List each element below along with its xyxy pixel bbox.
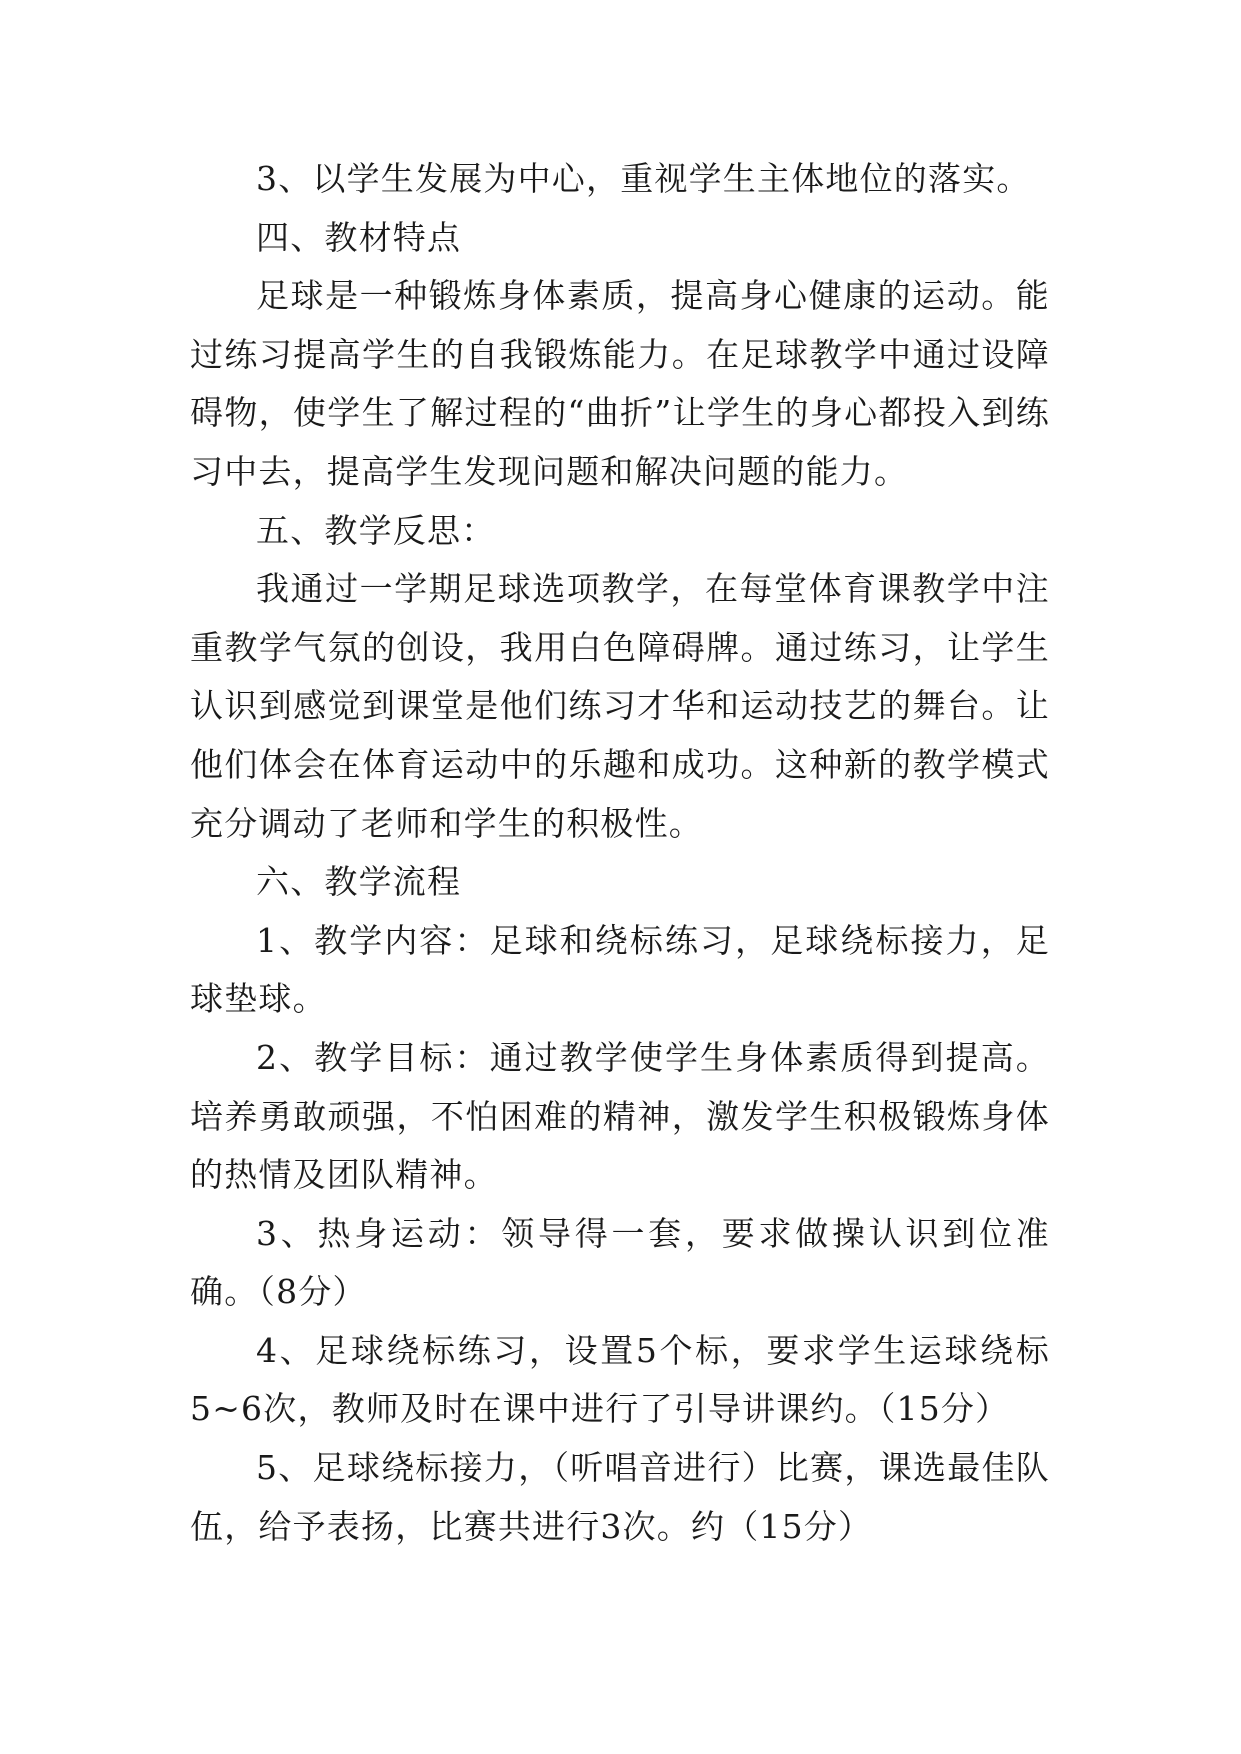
paragraph-cone-relay: 5、足球绕标接力，（听唱音进行）比赛，课选最佳队伍，给予表扬，比赛共进行3次。约（15分） [190, 1448, 1050, 1546]
paragraph-principle-3: 3、以学生发展为中心，重视学生主体地位的落实。 [256, 159, 1031, 198]
heading-teaching-reflection: 五、教学反思： [256, 510, 496, 550]
heading-textbook-features: 四、教材特点 [256, 217, 462, 257]
paragraph-warm-up: 3、热身运动：领导得一套，要求做操认识到位准确。（8分） [190, 1213, 1050, 1312]
paragraph-teaching-goals: 2、教学目标：通过教学使学生身体素质得到提高。培养勇敢顽强，不怕困难的精神，激发学生积极锻炼身体的热情及团队精神。 [190, 1037, 1050, 1195]
paragraph-teaching-reflection: 我通过一学期足球选项教学，在每堂体育课教学中注重教学气氛的创设，我用白色障碍牌。通过练习，让学生认识到感觉到课堂是他们练习才华和运动技艺的舞台。让他们体会在体育运动中的乐趣和成功。这种新的教学模式充分调动了老师和学生的积极性。 [190, 569, 1050, 843]
heading-teaching-process: 六、教学流程 [256, 862, 462, 902]
document-body [190, 150, 1050, 1556]
paragraph-teaching-content: 1、教学内容：足球和绕标练习，足球绕标接力，足球垫球。 [190, 920, 1050, 1019]
paragraph-textbook-features: 足球是一种锻炼身体素质，提高身心健康的运动。能过练习提高学生的自我锻炼能力。在足球教学中通过设障碍物，使学生了解过程的“曲折”让学生的身心都投入到练习中去，提高学生发现问题和解决问题的能力。 [190, 276, 1050, 491]
paragraph-cone-practice: 4、足球绕标练习，设置5个标，要求学生运球绕标5~6次，教师及时在课中进行了引导讲课约。（15分） [190, 1330, 1050, 1429]
